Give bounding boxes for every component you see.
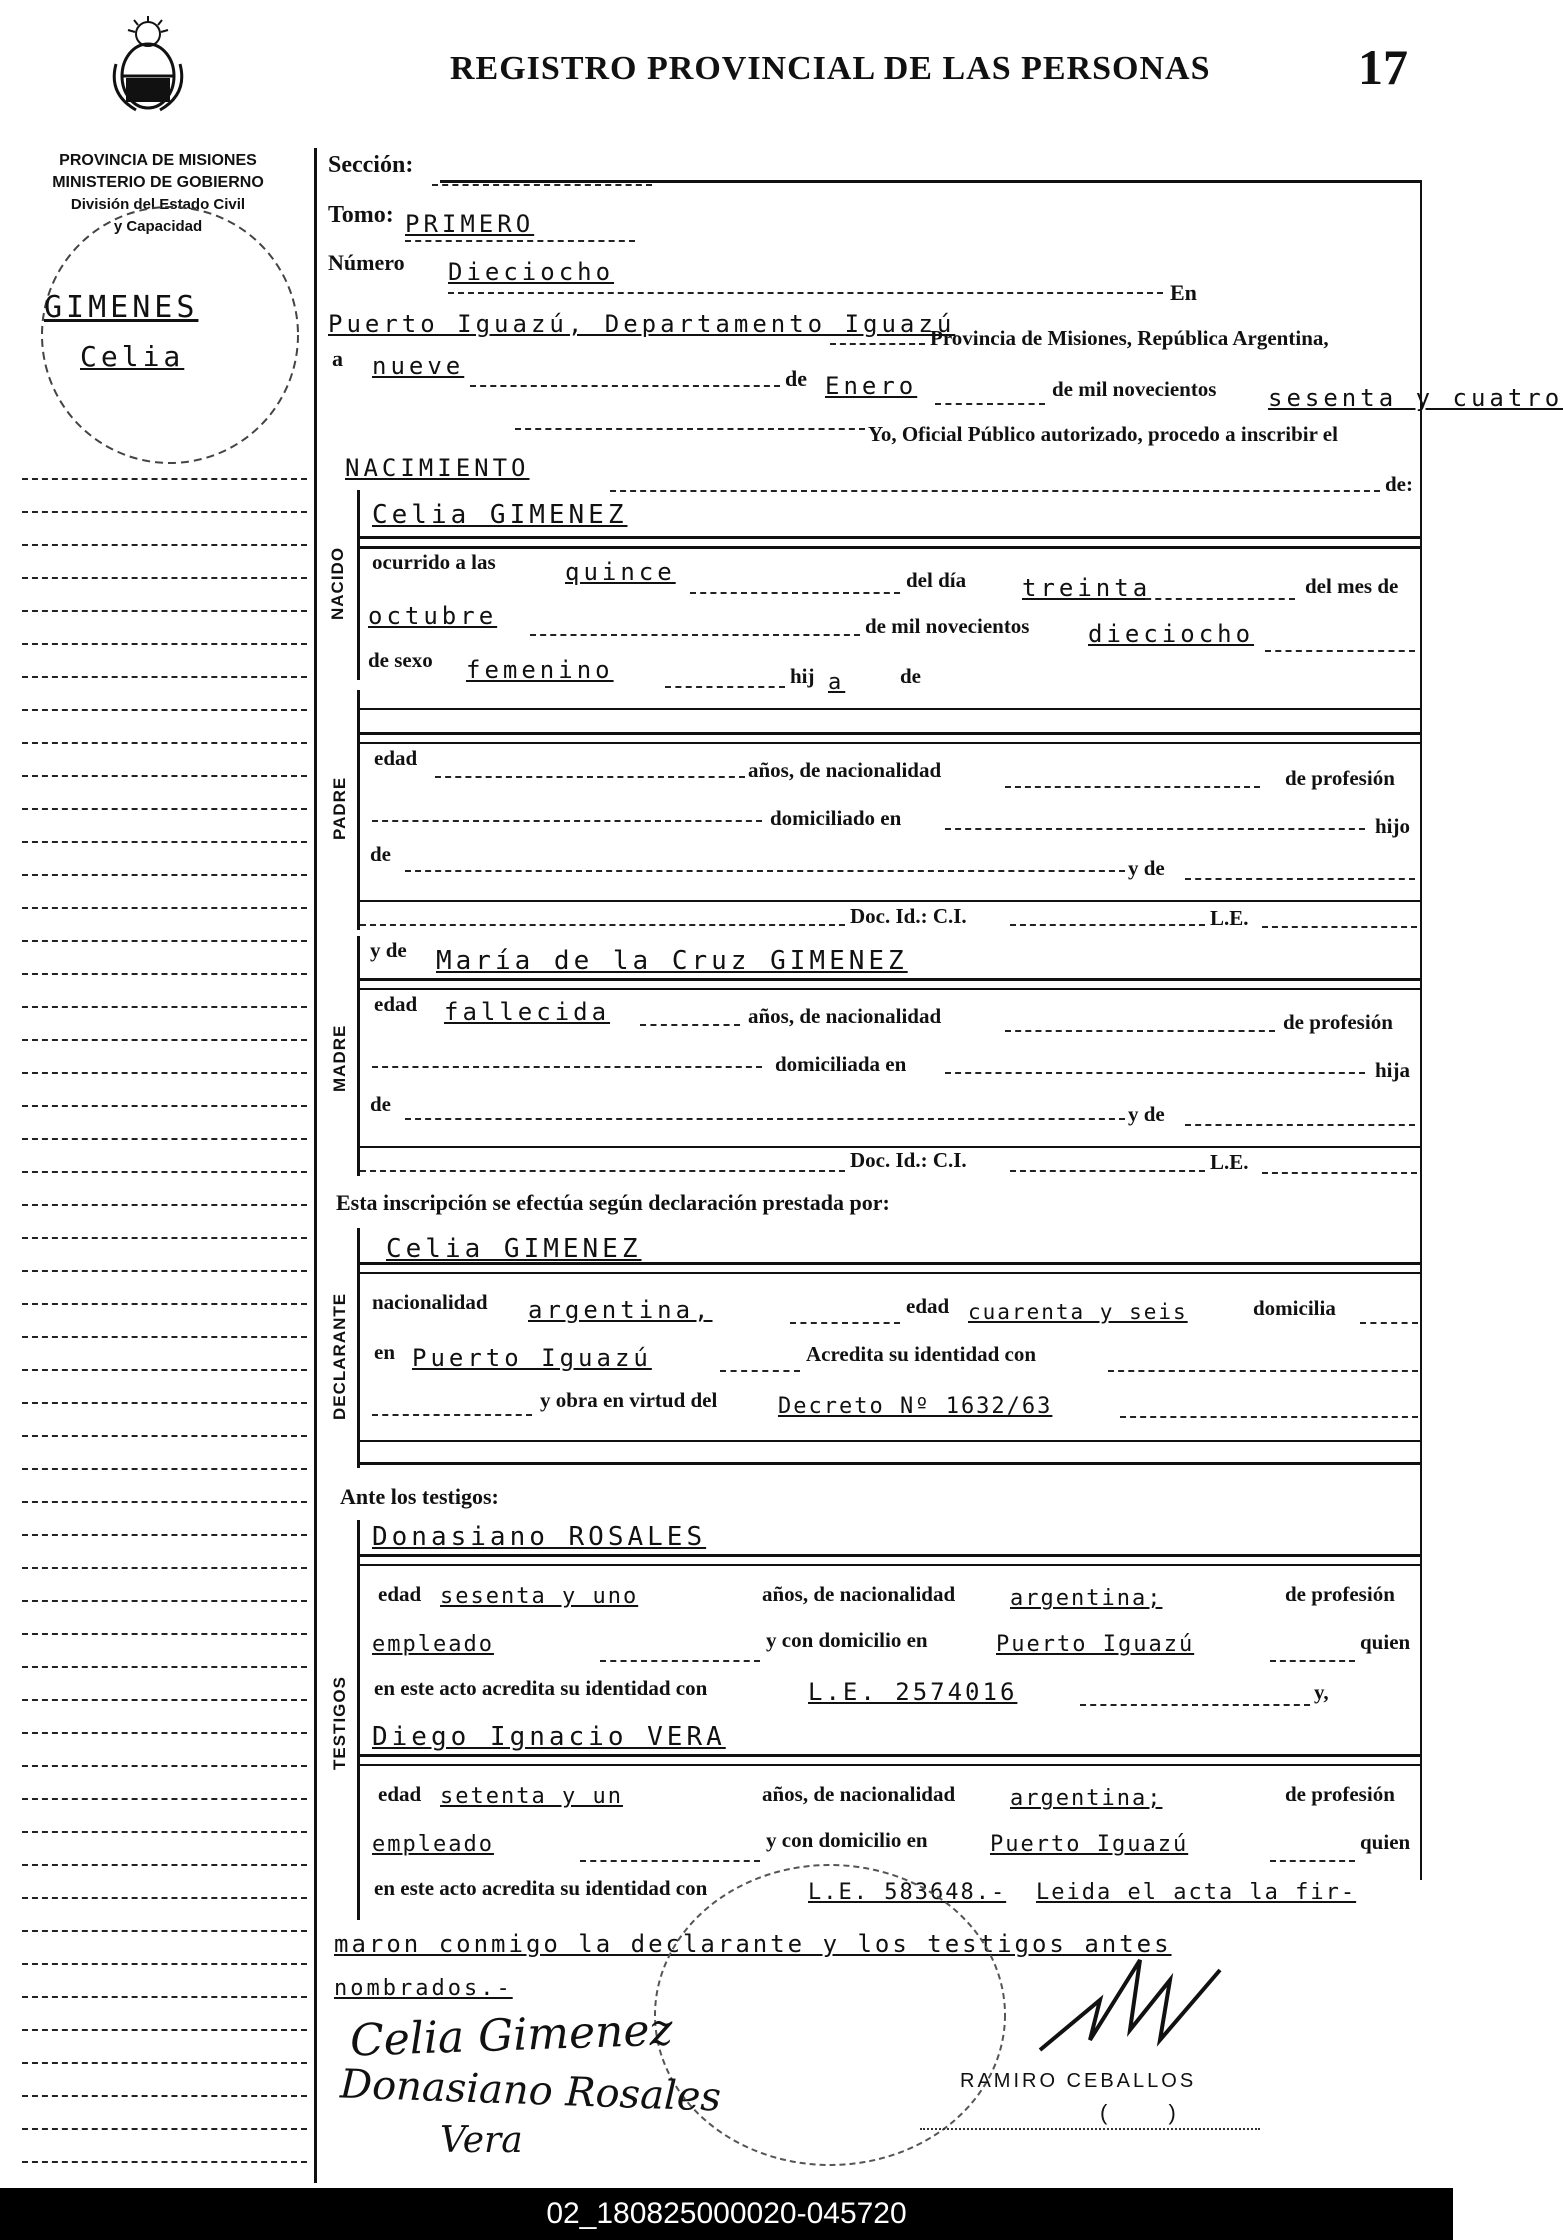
- margin-rule-line: [22, 1006, 307, 1008]
- declarante-edad-label: edad: [906, 1294, 950, 1318]
- closing-line-1: Leida el acta la fir-: [1036, 1880, 1357, 1905]
- margin-given-name: Celia: [80, 340, 185, 373]
- year-value: sesenta y cuatro: [1268, 384, 1563, 412]
- day-value: nueve: [372, 352, 465, 380]
- testigo1-dom-value: Puerto Iguazú: [996, 1632, 1195, 1657]
- margin-rule-line: [22, 874, 307, 876]
- testigo1-edad-value: sesenta y uno: [440, 1584, 639, 1609]
- margin-rule-line: [22, 1336, 307, 1338]
- testigo1-prof-value: empleado: [372, 1632, 494, 1657]
- margin-rule-line: [22, 643, 307, 645]
- numero-value: Dieciocho: [448, 258, 615, 286]
- margin-rule-line: [22, 1798, 307, 1800]
- padre-anios-label: años, de nacionalidad: [748, 758, 942, 782]
- declarante-obra-value: Decreto Nº 1632/63: [778, 1394, 1053, 1419]
- margin-rule-line: [22, 1171, 307, 1173]
- closing-line-2: maron conmigo la declarante y los testigos antes: [334, 1930, 1172, 1958]
- margin-rule-line: [22, 1600, 307, 1602]
- madre-le-label: L.E.: [1210, 1150, 1249, 1174]
- hij-label: hij: [790, 664, 815, 688]
- madre-name: María de la Cruz GIMENEZ: [436, 946, 908, 976]
- year-prefix: de mil novecientos: [1052, 377, 1217, 401]
- padre-doc-label: Doc. Id.: C.I.: [850, 904, 967, 928]
- del-dia-label: del día: [906, 568, 967, 592]
- padre-y-de-label: y de: [1128, 856, 1165, 880]
- margin-rule-line: [22, 841, 307, 843]
- margin-rule-line: [22, 676, 307, 678]
- padre-profesion-label: de profesión: [1285, 766, 1395, 790]
- testigo1-nac-value: argentina;: [1010, 1586, 1163, 1611]
- testigo1-name: Donasiano ROSALES: [372, 1522, 707, 1552]
- margin-rule-line: [22, 1963, 307, 1965]
- declarante-obra-label: y obra en virtud del: [540, 1388, 718, 1412]
- madre-edad-value: fallecida: [444, 998, 611, 1026]
- testigo1-quien-label: quien: [1360, 1630, 1411, 1654]
- testigo1-domicilio-label: y con domicilio en: [766, 1628, 928, 1652]
- en-label: En: [1170, 280, 1197, 305]
- margin-rule-line: [22, 1567, 307, 1569]
- testigo1-y-label: y,: [1314, 1680, 1329, 1704]
- margin-rule-line: [22, 478, 307, 480]
- yo-text: Yo, Oficial Público autorizado, procedo a inscribir el: [868, 422, 1338, 446]
- margin-rule-line: [22, 1534, 307, 1536]
- official-signature-icon: [1030, 1950, 1230, 2060]
- margin-rule-line: [22, 742, 307, 744]
- margin-rule-line: [22, 1831, 307, 1833]
- signature-vera: Vera: [440, 2120, 523, 2161]
- margin-rule-line: [22, 1402, 307, 1404]
- declarante-en-value: Puerto Iguazú: [412, 1344, 652, 1372]
- testigo2-profesion-label: de profesión: [1285, 1782, 1395, 1806]
- right-border: [1420, 180, 1422, 1880]
- birth-year-prefix: de mil novecientos: [865, 614, 1030, 638]
- margin-rule-line: [22, 1897, 307, 1899]
- tomo-value: PRIMERO: [405, 210, 535, 238]
- margin-rule-line: [22, 808, 307, 810]
- margin-rule-line: [22, 577, 307, 579]
- madre-profesion-label: de profesión: [1283, 1010, 1393, 1034]
- declarante-en-label: en: [374, 1340, 395, 1364]
- padre-edad-label: edad: [374, 746, 418, 770]
- declaracion-text: Esta inscripción se efectúa según declaración prestada por:: [336, 1190, 890, 1215]
- provincia-text: Provincia de Misiones, República Argentina,: [930, 326, 1329, 350]
- margin-rule-line: [22, 2161, 307, 2163]
- nacido-label: NACIDO: [328, 546, 347, 620]
- margin-rule-line: [22, 907, 307, 909]
- margin-rule-line: [22, 1105, 307, 1107]
- testigo2-domicilio-label: y con domicilio en: [766, 1828, 928, 1852]
- padre-de-label: de: [370, 842, 391, 866]
- declarante-nacionalidad-label: nacionalidad: [372, 1290, 488, 1314]
- declarante-nacionalidad-value: argentina,: [528, 1296, 713, 1324]
- nacido-name: Celia GIMENEZ: [372, 500, 628, 530]
- declarante-domicilia-label: domicilia: [1253, 1296, 1336, 1320]
- margin-rule-line: [22, 1204, 307, 1206]
- del-mes-label: del mes de: [1305, 574, 1399, 598]
- testigo2-doc-value: L.E. 583648.-: [808, 1880, 1007, 1905]
- margin-rule-line: [22, 2029, 307, 2031]
- margin-rule-line: [22, 1270, 307, 1272]
- official-name: RAMIRO CEBALLOS: [960, 2070, 1197, 2092]
- margin-rule-line: [22, 1237, 307, 1239]
- testigo2-anios-label: años, de nacionalidad: [762, 1782, 956, 1806]
- coat-of-arms-icon: [106, 14, 190, 114]
- margin-rule-line: [22, 1996, 307, 1998]
- margin-rule-line: [22, 775, 307, 777]
- margin-rule-line: [22, 1072, 307, 1074]
- margin-rule-line: [22, 1765, 307, 1767]
- margin-rule-line: [22, 511, 307, 513]
- madre-edad-label: edad: [374, 992, 418, 1016]
- margin-rule-line: [22, 1732, 307, 1734]
- madre-de-label: de: [370, 1092, 391, 1116]
- birth-year-value: dieciocho: [1088, 620, 1255, 648]
- document-id-footer: 02_180825000020-045720: [0, 2188, 1453, 2240]
- padre-label: PADRE: [330, 776, 349, 840]
- official-stamp-icon: [650, 1860, 1010, 2170]
- hour-value: quince: [565, 558, 676, 586]
- declarante-name: Celia GIMENEZ: [386, 1234, 642, 1264]
- margin-rule-line: [22, 1138, 307, 1140]
- seccion-line: [432, 184, 652, 186]
- margin-rule-line: [22, 940, 307, 942]
- testigo2-edad-value: setenta y un: [440, 1784, 623, 1809]
- testigo2-prof-value: empleado: [372, 1832, 494, 1857]
- official-paren: ( ): [1100, 2100, 1176, 2125]
- page-number: 17: [1358, 39, 1408, 95]
- margin-rule-line: [22, 1468, 307, 1470]
- closing-line-3: nombrados.-: [334, 1976, 513, 2001]
- de-end: de:: [1385, 472, 1413, 496]
- testigo2-quien-label: quien: [1360, 1830, 1411, 1854]
- declarante-label: DECLARANTE: [330, 1292, 349, 1420]
- division-name: División del Estado Civil: [70, 196, 246, 213]
- act-value: NACIMIENTO: [345, 454, 530, 482]
- testigos-label: TESTIGOS: [330, 1676, 349, 1770]
- testigo1-acredita-label: en este acto acredita su identidad con: [374, 1676, 708, 1700]
- hij-value: a: [828, 670, 846, 695]
- testigo2-acredita-label: en este acto acredita su identidad con: [374, 1876, 708, 1900]
- madre-y-de-label: y de: [370, 938, 407, 962]
- signature-celia: Celia Gimenez: [349, 2004, 674, 2067]
- margin-rule-line: [22, 973, 307, 975]
- sexo-label: de sexo: [368, 648, 433, 672]
- document-title: REGISTRO PROVINCIAL DE LAS PERSONAS: [450, 50, 1211, 87]
- margin-rule-line: [22, 610, 307, 612]
- testigo1-anios-label: años, de nacionalidad: [762, 1582, 956, 1606]
- margin-rule-line: [22, 1369, 307, 1371]
- margin-rule-line: [22, 1501, 307, 1503]
- ministry-name: MINISTERIO DE GOBIERNO: [52, 174, 264, 191]
- declarante-edad-value: cuarenta y seis: [968, 1300, 1188, 1324]
- madre-anios-label: años, de nacionalidad: [748, 1004, 942, 1028]
- madre-y-de2-label: y de: [1128, 1102, 1165, 1126]
- declarante-acredita-label: Acredita su identidad con: [806, 1342, 1037, 1366]
- testigo1-doc-value: L.E. 2574016: [808, 1678, 1018, 1706]
- margin-rule-line: [22, 2062, 307, 2064]
- margin-rule-line: [22, 544, 307, 546]
- margin-rule-line: [22, 1930, 307, 1932]
- tomo-label: Tomo:: [328, 202, 394, 228]
- padre-hijo-label: hijo: [1375, 814, 1411, 838]
- madre-hija-label: hija: [1375, 1058, 1411, 1082]
- numero-label: Número: [328, 250, 405, 275]
- seccion-label: Sección:: [328, 152, 414, 178]
- margin-rule-line: [22, 1303, 307, 1305]
- madre-label: MADRE: [330, 1024, 349, 1092]
- margin-rule-line: [22, 1435, 307, 1437]
- testigo1-profesion-label: de profesión: [1285, 1582, 1395, 1606]
- margin-rule-line: [22, 709, 307, 711]
- margin-rule-line: [22, 1039, 307, 1041]
- madre-domiciliada-label: domiciliada en: [775, 1052, 907, 1076]
- padre-domiciliado-label: domiciliado en: [770, 806, 902, 830]
- margin-rule-line: [22, 1633, 307, 1635]
- ocurrido-label: ocurrido a las: [372, 550, 496, 574]
- testigo2-edad-label: edad: [378, 1782, 422, 1806]
- place-value: Puerto Iguazú, Departamento Iguazú: [328, 310, 956, 338]
- margin-rule-line: [22, 1864, 307, 1866]
- padre-le-label: L.E.: [1210, 906, 1249, 930]
- margin-rule-line: [22, 1666, 307, 1668]
- a-label: a: [332, 346, 343, 371]
- birth-month-value: octubre: [368, 602, 498, 630]
- testigo1-edad-label: edad: [378, 1582, 422, 1606]
- testigo2-dom-value: Puerto Iguazú: [990, 1832, 1189, 1857]
- madre-doc-label: Doc. Id.: C.I.: [850, 1148, 967, 1172]
- month-value: Enero: [825, 372, 918, 400]
- margin-rule-line: [22, 2095, 307, 2097]
- de-label: de: [785, 366, 807, 391]
- margin-surname: GIMENES: [44, 290, 199, 325]
- province-name: PROVINCIA DE MISIONES: [59, 152, 257, 169]
- birth-day-value: treinta: [1022, 574, 1152, 602]
- hij-de-label: de: [900, 664, 921, 688]
- margin-rule-line: [22, 2128, 307, 2130]
- division-name-2: y Capacidad: [113, 218, 203, 235]
- margin-divider: [314, 148, 317, 2183]
- ante-testigos-text: Ante los testigos:: [340, 1484, 499, 1509]
- testigo2-name: Diego Ignacio VERA: [372, 1722, 726, 1752]
- margin-rule-line: [22, 1699, 307, 1701]
- testigo2-nac-value: argentina;: [1010, 1786, 1163, 1811]
- signature-rosales: Donasiano Rosales: [339, 2061, 722, 2121]
- sexo-value: femenino: [466, 656, 614, 684]
